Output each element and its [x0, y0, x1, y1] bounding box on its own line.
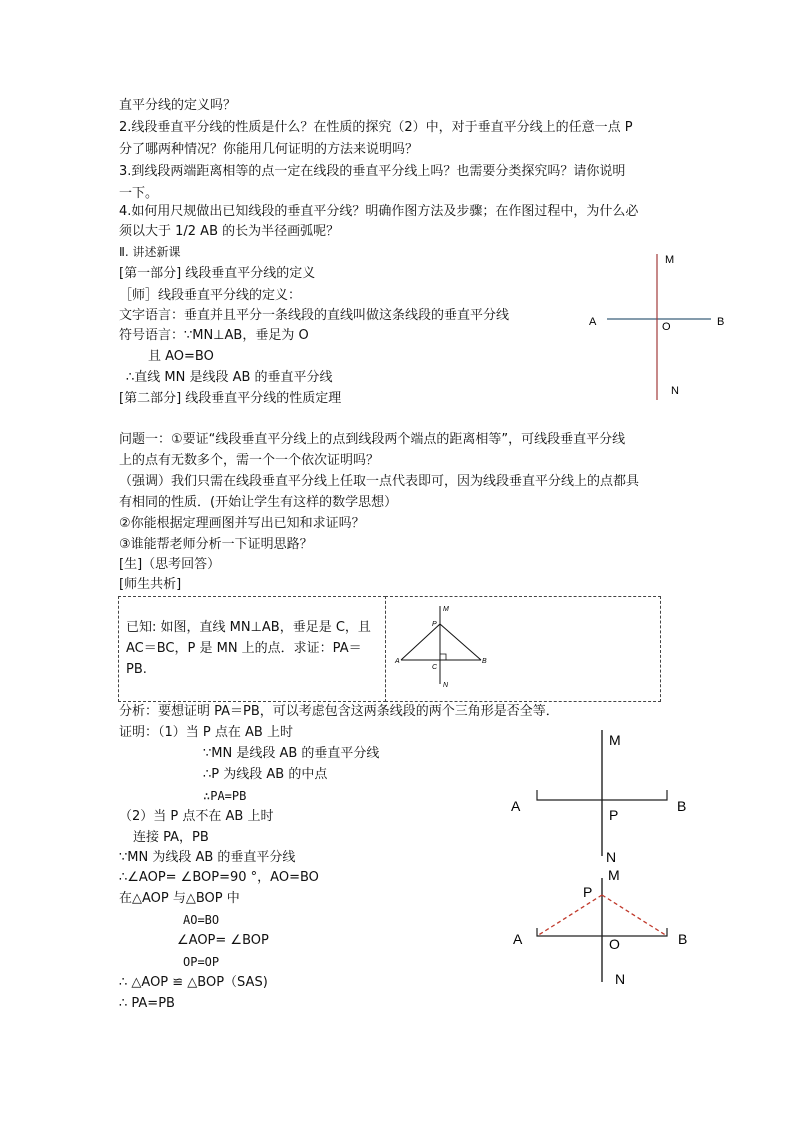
- question-line: 分了哪两种情况？你能用几何证明的方法来说明吗？: [119, 142, 419, 157]
- label-m: M: [609, 732, 621, 748]
- proof-line: ∴P 为线段 AB 的中点: [203, 767, 328, 782]
- label-m: M: [443, 606, 449, 613]
- student-line: [生]（思考回答）: [119, 557, 221, 572]
- label-a: A: [511, 798, 521, 814]
- given-line: PB.: [126, 662, 147, 677]
- proof-line: 证明：（1）当 P 点在 AB 上时: [119, 725, 293, 740]
- label-o: O: [609, 936, 620, 952]
- label-b: B: [678, 931, 688, 947]
- proof-line: ∴PA=PB: [203, 789, 247, 803]
- label-n: N: [606, 849, 617, 865]
- proof-line: ∵MN 是线段 AB 的垂直平分线: [203, 746, 380, 761]
- label-p: P: [609, 807, 619, 823]
- proof-line: ∴ △AOP ≌ △BOP（SAS): [119, 975, 268, 990]
- figure-case-2: [505, 860, 705, 990]
- proof-line: 在△AOP 与△BOP 中: [119, 891, 240, 906]
- label-a: A: [513, 931, 523, 947]
- label-o: O: [662, 321, 671, 333]
- label-b: B: [677, 798, 687, 814]
- joint-analysis-line: [师生共析]: [119, 577, 182, 592]
- proof-line: （2）当 P 点不在 AB 上时: [119, 809, 274, 824]
- ao-bo-line: 且 AO=BO: [148, 349, 214, 364]
- label-a: A: [395, 658, 400, 665]
- text-language: 文字语言：垂直并且平分一条线段的直线叫做这条线段的垂直平分线: [119, 308, 510, 323]
- label-p: P: [432, 621, 437, 628]
- segment-pa: [401, 624, 440, 660]
- label-a: A: [589, 316, 597, 328]
- label-n: N: [615, 971, 626, 987]
- section-heading: Ⅱ. 讲述新课: [119, 245, 181, 259]
- label-n: N: [443, 682, 449, 689]
- question-line: 3.到线段两端距离相等的点一定在线段的垂直平分线上吗？也需要分类探究吗？请你说明: [119, 164, 626, 179]
- question-line: 一下。: [119, 186, 159, 201]
- given-line: 已知: 如图，直线 MN⊥AB，垂足是 C，且: [126, 620, 371, 635]
- question-line: 直平分线的定义吗？: [119, 98, 237, 113]
- segment-pa: [537, 895, 602, 936]
- label-n: N: [671, 385, 679, 397]
- problem-line: 问题一：①要证“线段垂直平分线上的点到线段两个端点的距离相等”，可线段垂直平分线: [119, 432, 626, 447]
- figure-case-1: [505, 728, 705, 863]
- figure-perpendicular-bisector-1: [585, 250, 735, 410]
- label-p: P: [583, 884, 593, 900]
- problem-line: （强调）我们只需在线段垂直平分线上任取一点代表即可，因为线段垂直平分线上的点都具: [119, 474, 640, 489]
- part2-heading: [第二部分] 线段垂直平分线的性质定理: [119, 391, 342, 406]
- proof-line: AO=BO: [183, 913, 220, 927]
- question-line: 须以大于 1/2 AB 的长为半径画弧呢？: [119, 224, 340, 239]
- label-b: B: [482, 658, 487, 665]
- part1-heading: [第一部分] 线段垂直平分线的定义: [119, 266, 316, 281]
- proof-line: ∴ PA=PB: [119, 996, 175, 1011]
- given-line: AC＝BC，P 是 MN 上的点．求证：PA＝: [126, 641, 362, 656]
- figure-given: [393, 600, 493, 696]
- right-angle-mark: [440, 654, 446, 660]
- problem-line: ③谁能帮老师分析一下证明思路？: [119, 537, 313, 552]
- proof-line: ∠AOP= ∠BOP: [177, 933, 269, 948]
- definition-conclusion: ∴直线 MN 是线段 AB 的垂直平分线: [126, 370, 333, 385]
- label-m: M: [608, 867, 620, 883]
- proof-line: ∵MN 为线段 AB 的垂直平分线: [119, 850, 296, 865]
- label-m: M: [665, 254, 675, 266]
- segment-pb: [602, 895, 667, 936]
- proof-line: OP=OP: [183, 955, 220, 969]
- label-b: B: [717, 316, 725, 328]
- problem-line: 有相同的性质．(开始让学生有这样的数学思想）: [119, 495, 398, 510]
- label-c: C: [432, 664, 438, 671]
- question-line: 4.如何用尺规做出已知线段的垂直平分线？明确作图方法及步骤；在作图过程中，为什么必: [119, 204, 639, 219]
- problem-line: 上的点有无数多个，需一个一个依次证明吗？: [119, 453, 380, 468]
- teacher-line: ［师］线段垂直平分线的定义：: [119, 288, 302, 303]
- proof-line: ∴∠AOP= ∠BOP=90 °，AO=BO: [119, 870, 319, 885]
- analysis-line: 分析：要想证明 PA＝PB，可以考虑包含这两条线段的两个三角形是否全等．: [119, 704, 559, 719]
- question-line: 2.线段垂直平分线的性质是什么？在性质的探究（2）中，对于垂直平分线上的任意一点 P: [119, 120, 633, 135]
- symbol-language: 符号语言：∵MN⊥AB，垂足为 O: [119, 328, 309, 343]
- problem-line: ②你能根据定理画图并写出已知和求证吗？: [119, 516, 365, 531]
- proof-line: 连接 PA，PB: [133, 830, 209, 845]
